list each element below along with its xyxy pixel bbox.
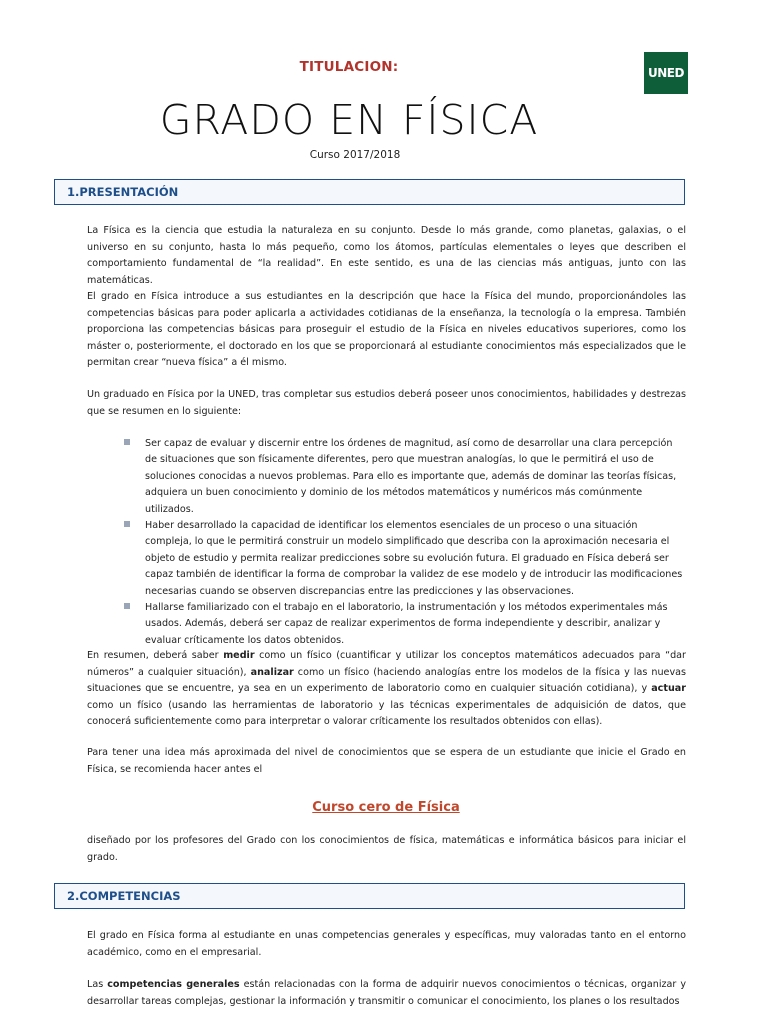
text-run: como un físico (haciendo analogías entre los modelos de la física y las nuevas situaciones que se encuentre, ya sea en un experimento de laboratorio como en cualquier situación cotidiana), y: [87, 666, 686, 694]
list-item-text: Haber desarrollado la capacidad de identificar los elementos esenciales de un proceso o una situación compleja, lo que le permitirá construir un modelo simplificado que describa con la aproximación necesaria el objeto de estudio y permita realizar predicciones sobre su evolución futura. El graduado en Física deberá ser capaz también de identificar la forma de comprobar la validez de ese modelo y de introducir las modificaciones necesarias cuando se observen discrepancias entre las predicciones y las observaciones.: [145, 520, 683, 597]
paragraph-competencias: El grado en Física forma al estudiante en unas competencias generales y específicas, muy valoradas tanto en el entorno académico, como en el empresarial.: [87, 930, 686, 958]
text-run: En resumen, deberá saber: [87, 650, 224, 661]
skills-list: [124, 436, 686, 649]
paragraph-grado: El grado en Física introduce a sus estudiantes en la descripción que hace la Física del mundo, proporcionándoles las competencias básicas para poder aplicarla a actividades cotidianas de la enseñanza, la tecnología o la empresa. También proporciona las competencias básicas para proseguir el estudio de la Física en niveles educativos superiores, como los máster o, posteriormente, el doctorado en los que se proporcionará al estudiante conocimientos más especializados que le permitan crear “nueva física” a él mismo.: [87, 291, 686, 368]
paragraph-intro: La Física es la ciencia que estudia la naturaleza en su conjunto. Desde lo más grande, como planetas, galaxias, o el universo en su conjunto, hasta lo más pequeño, como los átomos, partículas elementales o leyes que describen el comportamiento fundamental de “la realidad”. En este sentido, es una de las ciencias más antiguas, junto con las matemáticas.: [87, 225, 686, 286]
course-year: Curso 2017/2018: [309, 149, 401, 161]
curso-cero-container: [0, 796, 768, 815]
paragraph-graduado: Un graduado en Física por la UNED, tras completar sus estudios deberá poseer unos conocimientos, habilidades y destrezas que se resumen en lo siguiente:: [87, 389, 686, 417]
section-header-competencias: 2.COMPETENCIAS: [54, 883, 685, 909]
list-item-text: Ser capaz de evaluar y discernir entre los órdenes de magnitud, así como de desarrollar una clara percepción de situaciones que son físicamente diferentes, pero que muestran analogías, lo que le permitirá el uso de soluciones conocidas a nuevos problemas. Para ello es importante que, además de dominar las teorías físicas, adquiera un buen conocimiento y dominio de los métodos matemáticos y numéricos más comúnmente utilizados.: [145, 438, 677, 515]
text-run: como un físico (cuantificar y utilizar los conceptos matemáticos adecuados para “dar números” a cualquier situación),: [87, 650, 686, 678]
bullet-square-icon: [124, 439, 130, 445]
bullet-square-icon: [124, 603, 130, 609]
list-item: [124, 600, 686, 649]
curso-cero-link[interactable]: Curso cero de Física: [312, 800, 460, 815]
paragraph-curso-cero: Para tener una idea más aproximada del nivel de conocimientos que se espera de un estudiante que inicie el Grado en Física, se recomienda hacer antes el: [87, 747, 686, 775]
section-header-presentacion: 1.PRESENTACIÓN: [54, 179, 685, 205]
list-item: [124, 518, 686, 600]
paragraph-resumen: [87, 648, 686, 731]
bold-medir: medir: [223, 650, 255, 661]
page-title: GRADO EN FÍSICA: [159, 96, 539, 144]
bullet-square-icon: [124, 521, 130, 527]
paragraph-competencias-generales: [87, 977, 686, 1010]
list-item: [124, 436, 686, 518]
titulacion-label: TITULACION:: [299, 59, 399, 75]
bold-competencias-generales: competencias generales: [107, 979, 240, 990]
uned-logo: UNED: [644, 52, 688, 94]
text-run: Las: [87, 979, 108, 990]
bold-analizar: analizar: [250, 666, 294, 678]
bold-actuar: actuar: [651, 683, 686, 694]
list-item-text: Hallarse familiarizado con el trabajo en el laboratorio, la instrumentación y los métodos experimentales más usados. Además, deberá ser capaz de realizar experimentos de forma independiente y describir, analizar y evaluar críticamente los datos obtenidos.: [145, 602, 668, 646]
text-run: están relacionadas con la forma de adquirir nuevos conocimientos o técnicas, organizar y desarrollar tareas complejas, gestionar la información y transmitir o comunicar el conocimiento, los planes o los resultados: [87, 979, 687, 1007]
text-run: como un físico (usando las herramientas de laboratorio y las técnicas experimentales de adquisición de datos, que conocerá suficientemente como para interpretar o valorar críticamente los resultados obtenidos con ellas).: [87, 699, 686, 727]
paragraph-disenado: diseñado por los profesores del Grado con los conocimientos de física, matemáticas e informática básicos para iniciar el grado.: [87, 835, 686, 863]
